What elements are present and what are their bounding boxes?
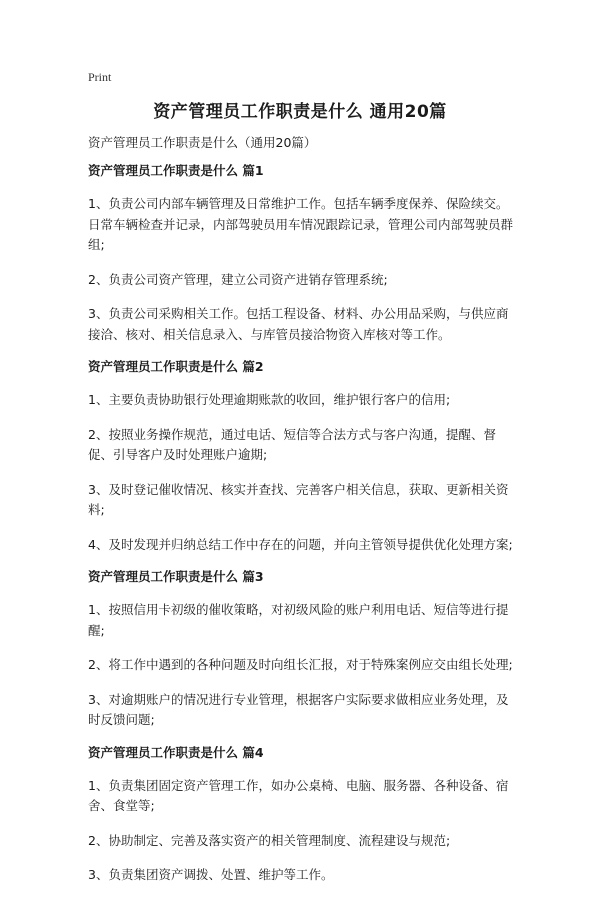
paragraph: 3、负责集团资产调拨、处置、维护等工作。 (88, 867, 334, 882)
section-1 (88, 163, 518, 345)
section-heading: 资产管理员工作职责是什么 篇3 (88, 569, 264, 584)
paragraph: 2、将工作中遇到的各种问题及时向组长汇报，对于特殊案例应交由组长处理; (88, 657, 513, 672)
section-2 (88, 359, 518, 555)
paragraph: 2、协助制定、完善及落实资产的相关管理制度、流程建设与规范; (88, 832, 451, 848)
document-subtitle: 资产管理员工作职责是什么（通用20篇） (88, 135, 317, 150)
paragraph: 1、按照信用卡初级的催收策略，对初级风险的账户利用电话、短信等进行提醒; (88, 602, 509, 638)
paragraph: 4、及时发现并归纳总结工作中存在的问题，并向主管领导提供优化处理方案; (88, 536, 513, 552)
section-heading: 资产管理员工作职责是什么 篇1 (88, 163, 264, 178)
page-title: 资产管理员工作职责是什么 通用20篇 (153, 102, 447, 122)
section-4 (88, 745, 518, 886)
paragraph: 3、及时登记催收情况、核实并查找、完善客户相关信息，获取、更新相关资料; (88, 481, 509, 517)
paragraph: 2、按照业务操作规范，通过电话、短信等合法方式与客户沟通，提醒、督促、引导客户及时处理账户逾期; (88, 426, 496, 462)
paragraph: 3、对逾期账户的情况进行专业管理，根据客户实际要求做相应业务处理，及时反馈问题; (88, 691, 509, 727)
paragraph: 1、负责公司内部车辆管理及日常维护工作。包括车辆季度保养、保险续交。日常车辆检查并记录，内部驾驶员用车情况跟踪记录，管理公司内部驾驶员群组; (88, 196, 514, 252)
section-heading: 资产管理员工作职责是什么 篇2 (88, 359, 264, 374)
paragraph: 3、负责公司采购相关工作。包括工程设备、材料、办公用品采购，与供应商接洽、核对、相关信息录入、与库管员接洽物资入库核对等工作。 (88, 306, 509, 342)
section-heading: 资产管理员工作职责是什么 篇4 (88, 744, 264, 760)
paragraph: 1、主要负责协助银行处理逾期账款的收回，维护银行客户的信用; (88, 392, 451, 407)
print-label: Print (88, 70, 112, 84)
document-content (88, 163, 518, 900)
paragraph: 1、负责集团固定资产管理工作，如办公桌椅、电脑、服务器、各种设备、宿舍、食堂等; (88, 777, 509, 813)
paragraph: 2、负责公司资产管理，建立公司资产进销存管理系统; (88, 271, 388, 287)
section-3 (88, 569, 518, 731)
